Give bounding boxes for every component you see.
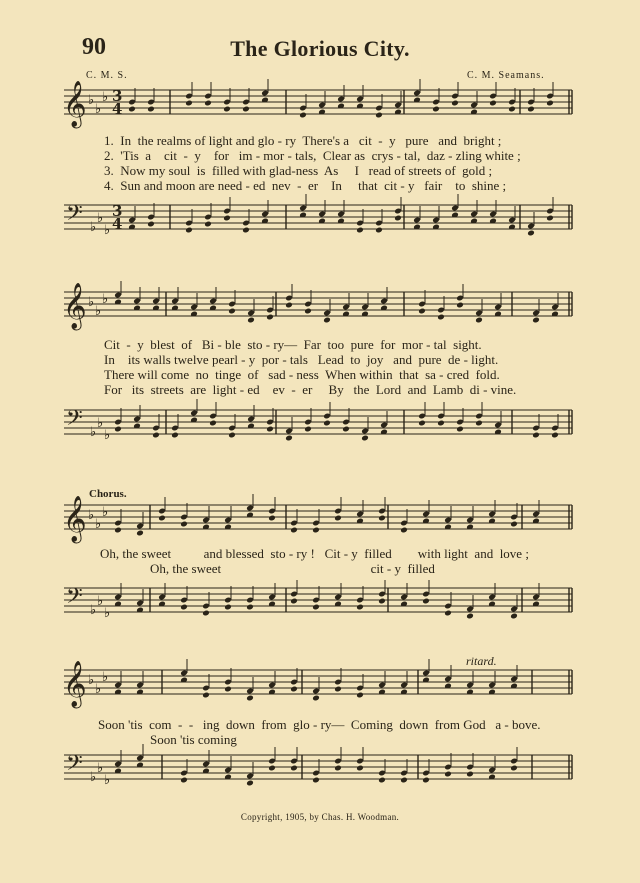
copyright-notice: Copyright, 1905, by Chas. H. Woodman. [240, 812, 400, 822]
flat-icon: ♭ [90, 220, 97, 235]
flat-icon: ♭ [104, 428, 111, 443]
flat-icon: ♭ [88, 93, 95, 108]
notehead [128, 106, 136, 113]
notehead [475, 317, 483, 324]
flat-icon: ♭ [102, 670, 109, 685]
notehead [356, 227, 364, 234]
hymn-title: The Glorious City. [230, 36, 410, 61]
notehead [422, 777, 430, 784]
notehead [510, 521, 518, 528]
verse-2-line-2: In its walls twelve pearl - y por - tals Lead to joy and pure de - light. [104, 352, 499, 367]
notehead [136, 530, 144, 537]
notehead [432, 106, 440, 113]
notehead [290, 527, 298, 534]
notehead [204, 100, 212, 107]
notehead [285, 302, 293, 309]
flat-icon: ♭ [104, 606, 111, 621]
flat-icon: ♭ [95, 682, 102, 697]
notehead [375, 112, 383, 119]
notehead [202, 692, 210, 699]
ritard-marking: ritard. [466, 654, 497, 668]
notehead [290, 765, 298, 772]
notehead [268, 765, 276, 772]
notehead [400, 527, 408, 534]
notehead [394, 215, 402, 222]
notehead [312, 695, 320, 702]
notehead [466, 613, 474, 620]
notehead [224, 604, 232, 611]
notehead [290, 598, 298, 605]
notehead [242, 106, 250, 113]
flat-icon: ♭ [102, 505, 109, 520]
notehead [400, 777, 408, 784]
notehead [378, 777, 386, 784]
time-signature-bottom: 4 [112, 100, 123, 118]
notehead [223, 106, 231, 113]
flat-icon: ♭ [90, 425, 97, 440]
notehead [266, 314, 274, 321]
notehead [242, 227, 250, 234]
notehead [334, 515, 342, 522]
notehead [510, 613, 518, 620]
notehead [444, 771, 452, 778]
notehead [304, 426, 312, 433]
flat-icon: ♭ [102, 90, 109, 105]
bass-clef-icon: 𝄢 [66, 751, 83, 781]
flat-icon: ♭ [104, 223, 111, 238]
notehead [510, 765, 518, 772]
notehead [147, 221, 155, 228]
treble-clef-icon: 𝄞 [63, 661, 87, 707]
notehead [158, 515, 166, 522]
flat-icon: ♭ [102, 292, 109, 307]
chorus-label: Chorus. [89, 488, 127, 500]
notehead [532, 317, 540, 324]
time-signature-top: 3 [112, 202, 123, 220]
flat-icon: ♭ [90, 603, 97, 618]
flat-icon: ♭ [88, 508, 95, 523]
notehead [508, 106, 516, 113]
notehead [209, 420, 217, 427]
notehead [224, 686, 232, 693]
notehead [527, 230, 535, 237]
notehead [466, 771, 474, 778]
bass-clef-icon: 𝄢 [66, 201, 83, 231]
flat-icon: ♭ [95, 304, 102, 319]
notehead [323, 317, 331, 324]
notehead [299, 112, 307, 119]
notehead [323, 420, 331, 427]
flat-icon: ♭ [104, 773, 111, 788]
notehead [356, 765, 364, 772]
notehead [268, 515, 276, 522]
notehead [334, 765, 342, 772]
notehead [342, 426, 350, 433]
notehead [114, 527, 122, 534]
verse-1-line-2: Cit - y blest of Bi - ble sto - ry— Far too pure for mor - tal sight. [104, 337, 482, 352]
notehead [147, 106, 155, 113]
notehead [246, 695, 254, 702]
chorus-lyric-3: Soon 'tis com - - ing down from glo - ry— Coming down from God a - bove. [98, 717, 541, 732]
notehead [475, 420, 483, 427]
notehead [312, 777, 320, 784]
bass-staff-system-2 [0, 400, 640, 460]
notehead [489, 100, 497, 107]
notehead [437, 420, 445, 427]
notehead [202, 610, 210, 617]
notehead [228, 308, 236, 315]
bass-staff-chorus-2 [0, 745, 640, 805]
verse-3-line-2: There will come no tinge of sad - ness When within that sa - cred fold. [104, 367, 500, 382]
notehead [185, 227, 193, 234]
notehead [312, 604, 320, 611]
notehead [180, 777, 188, 784]
hymn-number: 90 [82, 34, 106, 60]
notehead [180, 604, 188, 611]
notehead [456, 426, 464, 433]
bass-clef-icon: 𝄢 [66, 584, 83, 614]
notehead [304, 308, 312, 315]
notehead [356, 692, 364, 699]
notehead [546, 215, 554, 222]
notehead [356, 604, 364, 611]
notehead [204, 221, 212, 228]
notehead [418, 308, 426, 315]
notehead [285, 435, 293, 442]
time-signature-top: 3 [112, 87, 123, 105]
notehead [247, 317, 255, 324]
notehead [422, 598, 430, 605]
treble-clef-icon: 𝄞 [63, 283, 87, 329]
flat-icon: ♭ [88, 295, 95, 310]
notehead [152, 432, 160, 439]
notehead [246, 604, 254, 611]
notehead [246, 780, 254, 787]
flat-icon: ♭ [88, 673, 95, 688]
notehead [290, 686, 298, 693]
notehead [451, 100, 459, 107]
notehead [171, 432, 179, 439]
chorus-lyric-2: Oh, the sweet cit - y filled [150, 561, 435, 576]
notehead [378, 515, 386, 522]
flat-icon: ♭ [90, 770, 97, 785]
notehead [334, 686, 342, 693]
notehead [223, 215, 231, 222]
notehead [456, 302, 464, 309]
verse-3-line-1: 3. Now my soul is filled with glad-ness As I read of streets of gold ; [104, 163, 493, 178]
bass-staff-system-1 [0, 195, 640, 255]
treble-clef-icon: 𝄞 [63, 496, 87, 542]
flat-icon: ♭ [97, 761, 104, 776]
time-signature-bottom: 4 [112, 215, 123, 233]
verse-2-line-1: 2. 'Tis a cit - y for im - mor - tals, Clear as crys - tal, daz - zling white ; [104, 148, 521, 163]
treble-staff-system-2 [0, 282, 640, 342]
notehead [532, 432, 540, 439]
flat-icon: ♭ [95, 517, 102, 532]
notehead [114, 426, 122, 433]
notehead [444, 610, 452, 617]
flat-icon: ♭ [97, 416, 104, 431]
notehead [551, 432, 559, 439]
notehead [361, 435, 369, 442]
chorus-lyric-1: Oh, the sweet and blessed sto - ry ! Cit - y filled with light and love ; [100, 546, 529, 561]
notehead [378, 598, 386, 605]
notehead [418, 420, 426, 427]
treble-staff-system-1 [0, 80, 640, 140]
composer-credit: C. M. Seamans. [467, 70, 545, 81]
notehead [228, 432, 236, 439]
notehead [546, 100, 554, 107]
treble-clef-icon: 𝄞 [63, 81, 87, 127]
notehead [437, 314, 445, 321]
notehead [185, 100, 193, 107]
meter-label: C. M. S. [86, 70, 128, 81]
verse-4-line-1: 4. Sun and moon are need - ed nev - er In that cit - y fair to shine ; [104, 178, 507, 193]
flat-icon: ♭ [95, 102, 102, 117]
bass-clef-icon: 𝄢 [66, 406, 83, 436]
notehead [312, 527, 320, 534]
verse-4-line-2: For its streets are light - ed ev - er By the Lord and Lamb di - vine. [104, 382, 517, 397]
treble-staff-chorus-2 [0, 660, 640, 720]
flat-icon: ♭ [97, 594, 104, 609]
verse-1-line-1: 1. In the realms of light and glo - ry There's a cit - y pure and bright ; [104, 133, 502, 148]
flat-icon: ♭ [97, 211, 104, 226]
chorus-lyric-4: Soon 'tis coming [150, 732, 237, 747]
notehead [527, 106, 535, 113]
notehead [375, 227, 383, 234]
notehead [180, 521, 188, 528]
notehead [266, 426, 274, 433]
bass-staff-chorus-1 [0, 578, 640, 638]
